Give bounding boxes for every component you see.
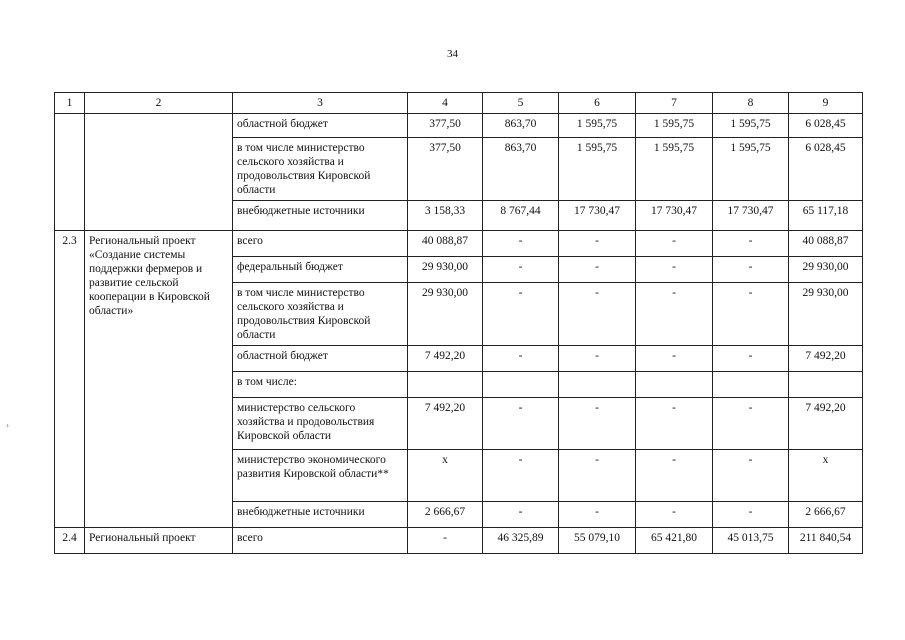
table-row <box>55 114 863 138</box>
table-row <box>55 528 863 554</box>
value-cell: - <box>483 257 559 283</box>
value-cell: 29 930,00 <box>789 283 863 346</box>
table-row <box>55 231 863 257</box>
funding-source-cell: федеральный бюджет <box>233 257 408 283</box>
value-cell: 65 117,18 <box>789 201 863 231</box>
margin-mark: › <box>6 420 9 430</box>
value-cell: - <box>483 283 559 346</box>
value-cell: 6 028,45 <box>789 114 863 138</box>
value-cell: - <box>636 398 713 450</box>
value-cell: 7 492,20 <box>408 346 483 372</box>
value-cell: 29 930,00 <box>789 257 863 283</box>
row-index-cell: 2.3 <box>55 231 85 528</box>
value-cell: 29 930,00 <box>408 257 483 283</box>
value-cell: 863,70 <box>483 114 559 138</box>
value-cell: 2 666,67 <box>408 502 483 528</box>
header-cell: 1 <box>55 93 85 114</box>
value-cell: - <box>636 502 713 528</box>
budget-table <box>54 92 863 554</box>
value-cell: 40 088,87 <box>408 231 483 257</box>
value-cell: 46 325,89 <box>483 528 559 554</box>
value-cell: - <box>713 257 789 283</box>
funding-source-cell: всего <box>233 231 408 257</box>
value-cell: 29 930,00 <box>408 283 483 346</box>
value-cell: 65 421,80 <box>636 528 713 554</box>
row-index-cell: 2.4 <box>55 528 85 554</box>
value-cell: 40 088,87 <box>789 231 863 257</box>
value-cell: 377,50 <box>408 114 483 138</box>
value-cell: 1 595,75 <box>636 138 713 201</box>
value-cell: x <box>789 450 863 502</box>
value-cell: 17 730,47 <box>559 201 636 231</box>
value-cell <box>483 372 559 398</box>
header-cell: 2 <box>85 93 233 114</box>
header-cell: 6 <box>559 93 636 114</box>
value-cell: - <box>559 346 636 372</box>
value-cell: 7 492,20 <box>789 398 863 450</box>
value-cell: 7 492,20 <box>789 346 863 372</box>
value-cell: 863,70 <box>483 138 559 201</box>
value-cell <box>408 372 483 398</box>
value-cell: - <box>559 398 636 450</box>
value-cell: - <box>559 283 636 346</box>
funding-source-cell: министерство экономического развития Кировской области** <box>233 450 408 502</box>
value-cell: - <box>483 398 559 450</box>
value-cell: 377,50 <box>408 138 483 201</box>
value-cell <box>713 372 789 398</box>
value-cell: - <box>636 231 713 257</box>
value-cell: 6 028,45 <box>789 138 863 201</box>
value-cell: 1 595,75 <box>559 138 636 201</box>
value-cell: - <box>636 257 713 283</box>
row-index-cell <box>55 114 85 231</box>
value-cell: - <box>713 231 789 257</box>
value-cell: - <box>636 450 713 502</box>
funding-source-cell: министерство сельского хозяйства и продовольствия Кировской области <box>233 398 408 450</box>
header-cell: 8 <box>713 93 789 114</box>
value-cell: - <box>713 502 789 528</box>
project-name-cell: Региональный проект <box>85 528 233 554</box>
header-cell: 5 <box>483 93 559 114</box>
value-cell: - <box>713 346 789 372</box>
funding-source-cell: всего <box>233 528 408 554</box>
funding-source-cell: внебюджетные источники <box>233 201 408 231</box>
value-cell: - <box>559 257 636 283</box>
project-name-cell: Региональный проект «Создание системы поддержки фермеров и развитие сельской кооперации в Кировской области» <box>85 231 233 528</box>
value-cell: 1 595,75 <box>636 114 713 138</box>
header-cell: 7 <box>636 93 713 114</box>
value-cell: - <box>483 346 559 372</box>
header-cell: 9 <box>789 93 863 114</box>
value-cell: 3 158,33 <box>408 201 483 231</box>
value-cell: 7 492,20 <box>408 398 483 450</box>
value-cell: - <box>483 231 559 257</box>
value-cell <box>636 372 713 398</box>
value-cell: - <box>559 450 636 502</box>
value-cell: - <box>713 450 789 502</box>
value-cell: x <box>408 450 483 502</box>
value-cell: 1 595,75 <box>713 114 789 138</box>
funding-source-cell: внебюджетные источники <box>233 502 408 528</box>
value-cell: - <box>483 502 559 528</box>
value-cell: - <box>636 283 713 346</box>
funding-source-cell: в том числе министерство сельского хозяйства и продовольствия Кировской области <box>233 283 408 346</box>
header-cell: 3 <box>233 93 408 114</box>
value-cell: - <box>408 528 483 554</box>
value-cell: 1 595,75 <box>559 114 636 138</box>
value-cell: 1 595,75 <box>713 138 789 201</box>
project-name-cell <box>85 114 233 231</box>
value-cell: - <box>636 346 713 372</box>
funding-source-cell: областной бюджет <box>233 346 408 372</box>
header-row <box>55 93 863 114</box>
value-cell: 45 013,75 <box>713 528 789 554</box>
funding-source-cell: областной бюджет <box>233 114 408 138</box>
value-cell: 2 666,67 <box>789 502 863 528</box>
value-cell: - <box>713 283 789 346</box>
value-cell <box>789 372 863 398</box>
header-cell: 4 <box>408 93 483 114</box>
value-cell: - <box>483 450 559 502</box>
page-number: 34 <box>447 48 458 60</box>
value-cell: 55 079,10 <box>559 528 636 554</box>
value-cell: - <box>559 502 636 528</box>
value-cell: 17 730,47 <box>636 201 713 231</box>
funding-source-cell: в том числе: <box>233 372 408 398</box>
value-cell: 17 730,47 <box>713 201 789 231</box>
value-cell: 211 840,54 <box>789 528 863 554</box>
value-cell <box>559 372 636 398</box>
value-cell: 8 767,44 <box>483 201 559 231</box>
value-cell: - <box>559 231 636 257</box>
funding-source-cell: в том числе министерство сельского хозяйства и продовольствия Кировской области <box>233 138 408 201</box>
value-cell: - <box>713 398 789 450</box>
